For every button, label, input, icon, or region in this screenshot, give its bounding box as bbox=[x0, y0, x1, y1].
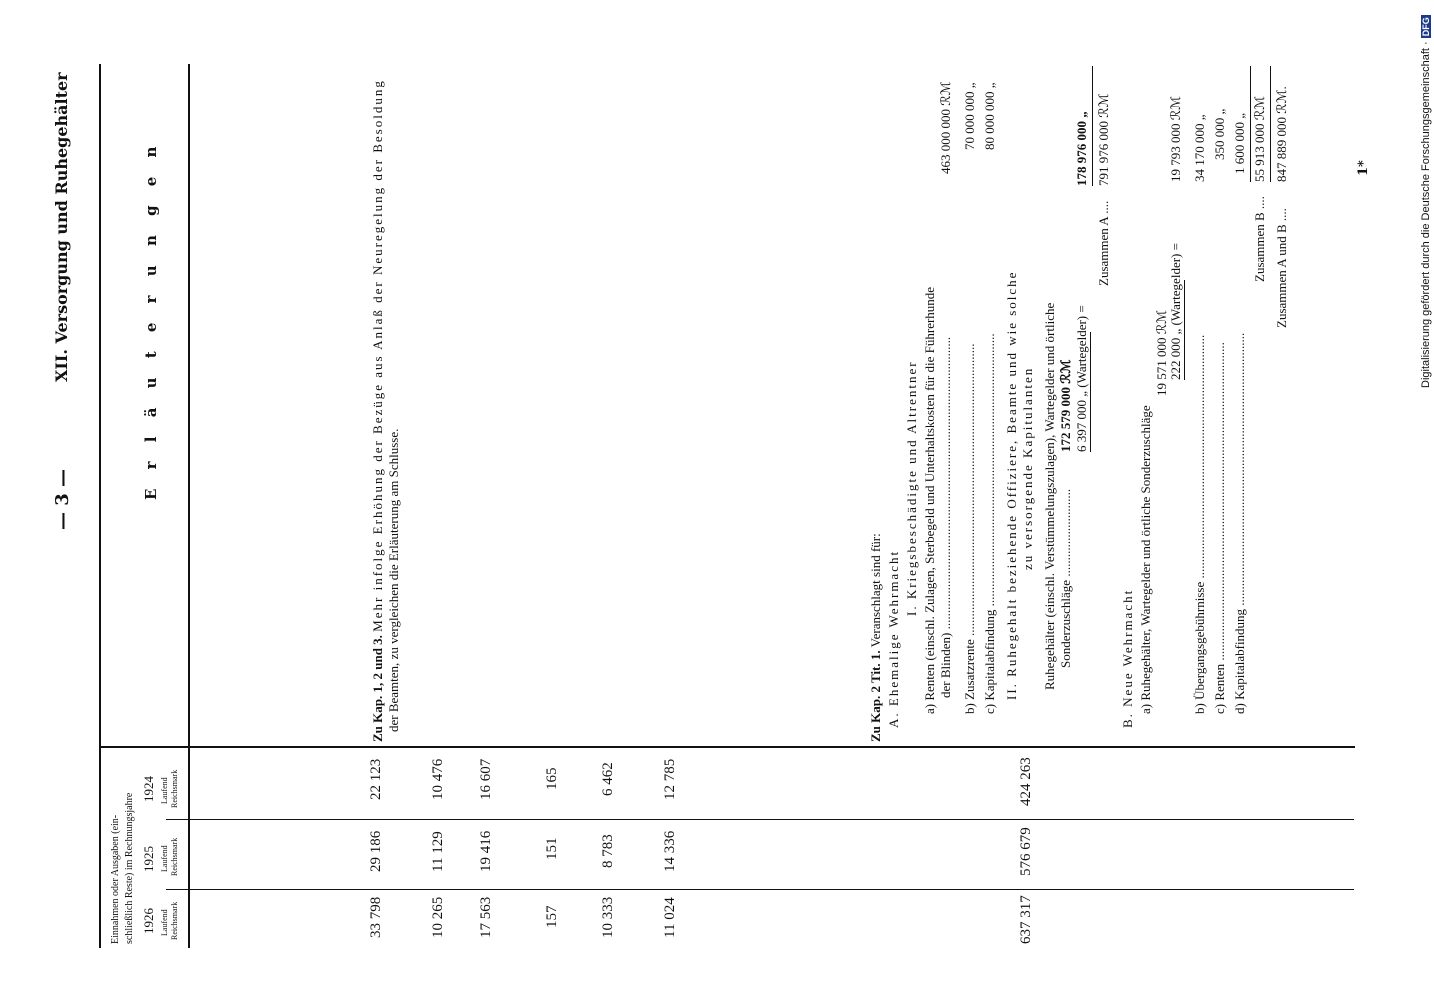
item-a-b-value: 70 000 000 „ bbox=[962, 82, 977, 150]
year-1926: 1926 bbox=[141, 908, 156, 934]
year-1924: 1924 bbox=[141, 776, 156, 802]
dfg-logo: DFG bbox=[1421, 17, 1431, 37]
item-a-c: c) Kapitalabfindung .................................................................................... bbox=[982, 333, 997, 714]
item-a-c-value: 80 000 000 „ bbox=[982, 82, 997, 150]
sum-b-label: Zusammen B .... bbox=[1252, 196, 1267, 282]
cell-1925: 11 129 bbox=[430, 831, 446, 872]
signature-mark: 1* bbox=[1356, 160, 1371, 176]
note-kap-1-2-3-text: Mehr infolge Erhöhung der Bezüge aus Anlaß der Neuregelung der Besoldung bbox=[370, 79, 385, 632]
item-b-a-total: 19 793 000 ℛℳ bbox=[1168, 95, 1183, 182]
item-a-a-line1: a) Renten (einschl. Zulagen, Sterbegeld und Unterhaltskosten für die Führerhunde bbox=[922, 286, 937, 714]
item-a-a-value: 463 000 000 ℛℳ bbox=[938, 81, 953, 174]
section-title: XII. Versorgung und Ruhegehälter bbox=[52, 72, 71, 382]
explanations-heading: E r l ä u t e r u n g e n bbox=[142, 139, 160, 500]
cell-1926: 157 bbox=[544, 905, 560, 928]
item-b-c-value: 350 000 „ bbox=[1212, 108, 1227, 160]
note-kap-1-2-3-line2: der Beamten, zu vergleichen die Erläuterung am Schlusse. bbox=[386, 428, 401, 732]
sum-b-rule bbox=[1250, 66, 1251, 182]
cell-1926: 11 024 bbox=[662, 897, 678, 938]
item-a-a-line2: der Blinden) .......................................................................................... bbox=[938, 336, 953, 698]
digitization-text: Digitalisierung gefördert durch die Deutsche Forschungsgemeinschaft · bbox=[1420, 41, 1432, 388]
note-kap2-intro-text: Veranschlagt sind für: bbox=[868, 533, 883, 648]
cell-1925: 19 416 bbox=[478, 830, 494, 872]
unit-label-1925-b: Reichsmark bbox=[170, 837, 179, 876]
cell-1925: 29 186 bbox=[368, 830, 384, 872]
ruhe-value-1: 172 579 000 ℛℳ bbox=[1058, 359, 1073, 452]
item-b-b: b) Übergangsgebührnisse ........................................................................... bbox=[1192, 334, 1207, 714]
item-b-c: c) Renten .................................................................................................. bbox=[1212, 342, 1227, 714]
unit-label-1926-b: Reichsmark bbox=[170, 901, 179, 940]
cell-1925: 8 783 bbox=[600, 834, 616, 868]
ruhe-total: 178 976 000 „ bbox=[1074, 111, 1089, 186]
sum-ab-rule bbox=[1270, 66, 1271, 182]
item-b-b-value: 34 170 000 „ bbox=[1192, 114, 1207, 182]
table-top-rule bbox=[99, 64, 101, 948]
cell-1925: 151 bbox=[544, 837, 560, 860]
ruhe-line2: Sonderzuschläge ........................... bbox=[1058, 488, 1073, 668]
cell-1925: 14 336 bbox=[662, 830, 678, 872]
item-b-a-line1: a) Ruhegehälter, Wartegelder und örtliche Sonderzuschläge bbox=[1138, 405, 1153, 714]
cell-1926: 33 798 bbox=[368, 896, 384, 938]
section-a-ii-line2: zu versorgende Kapitulanten bbox=[1020, 366, 1035, 570]
page-number: — 3 — bbox=[52, 468, 73, 530]
item-b-d: d) Kapitalabfindung .................................................................................... bbox=[1232, 332, 1247, 714]
note-kap-1-2-3 bbox=[370, 79, 386, 742]
cell-1924: 16 607 bbox=[478, 758, 494, 800]
note-kap-1-2-3-ref: Zu Kap. 1, 2 und 3. bbox=[370, 635, 385, 742]
column-divider-1925-1924 bbox=[166, 819, 1354, 820]
section-a-heading: A. Ehemalige Wehrmacht bbox=[886, 549, 901, 728]
note-kap2-intro bbox=[868, 533, 884, 742]
cell-1926: 10 333 bbox=[600, 896, 616, 938]
cell-1925: 576 679 bbox=[1018, 827, 1034, 876]
cell-1924: 6 462 bbox=[600, 762, 616, 796]
column-divider-1926-1925 bbox=[166, 889, 1354, 890]
unit-label-1924-b: Reichsmark bbox=[170, 769, 179, 808]
section-b-heading: B. Neue Wehrmacht bbox=[1120, 588, 1135, 728]
ruhe-line1: Ruhegehälter (einschl. Verstümmelungszulagen), Wartegelder und örtliche bbox=[1042, 302, 1057, 690]
cell-1924: 424 263 bbox=[1018, 757, 1034, 806]
cell-1926: 637 317 bbox=[1018, 895, 1034, 944]
cell-1926: 10 265 bbox=[430, 896, 446, 938]
sum-ab-value: 847 889 000 ℛℳ. bbox=[1274, 86, 1289, 182]
cell-1924: 12 785 bbox=[662, 758, 678, 800]
sum-ab-label: Zusammen A und B .... bbox=[1274, 208, 1289, 328]
group-label-2: schließlich Reste) im Rechnungsjahre bbox=[124, 792, 135, 944]
item-b-a-value-2: 222 000 „ (Wartegelder) = bbox=[1168, 243, 1183, 380]
cell-1926: 17 563 bbox=[478, 896, 494, 938]
sum-a-label: Zusammen A .... bbox=[1096, 200, 1111, 286]
sum-b-value: 55 913 000 ℛℳ bbox=[1252, 95, 1267, 182]
sum-a-rule bbox=[1092, 66, 1093, 186]
unit-label-1925: Laufend bbox=[160, 845, 169, 872]
item-b-d-value: 1 600 000 „ bbox=[1232, 112, 1247, 174]
digitization-note bbox=[1420, 15, 1432, 388]
note-kap2-ref: Zu Kap. 2 Tit. 1. bbox=[868, 650, 883, 742]
ruhe-subtotal-rule bbox=[1090, 332, 1091, 452]
year-1925: 1925 bbox=[141, 846, 156, 872]
unit-label-1924: Laufend bbox=[160, 777, 169, 804]
section-a-ii-line1: II. Ruhegehalt beziehende Offiziere, Beamte und wie solche bbox=[1004, 270, 1019, 700]
cell-1924: 165 bbox=[544, 767, 560, 790]
item-b-a-rule bbox=[1184, 280, 1185, 380]
unit-label-1926: Laufend bbox=[160, 909, 169, 936]
cell-1924: 10 476 bbox=[430, 758, 446, 800]
item-b-a-value-1: 19 571 000 ℛℳ bbox=[1154, 309, 1169, 396]
group-label-1: Einnahmen oder Ausgaben (ein- bbox=[110, 814, 121, 944]
cell-1924: 22 123 bbox=[368, 758, 384, 800]
sum-a-value: 791 976 000 ℛℳ bbox=[1096, 93, 1111, 186]
section-a-i-heading: I. Kriegsbeschädigte und Altrentner bbox=[904, 360, 919, 616]
item-a-b: b) Zusatzrente .......................................................................................... bbox=[962, 343, 977, 714]
column-divider-main bbox=[99, 746, 1355, 748]
ruhe-value-2: 6 397 000 „ (Wartegelder) = bbox=[1074, 305, 1089, 452]
header-bottom-rule bbox=[188, 64, 190, 948]
